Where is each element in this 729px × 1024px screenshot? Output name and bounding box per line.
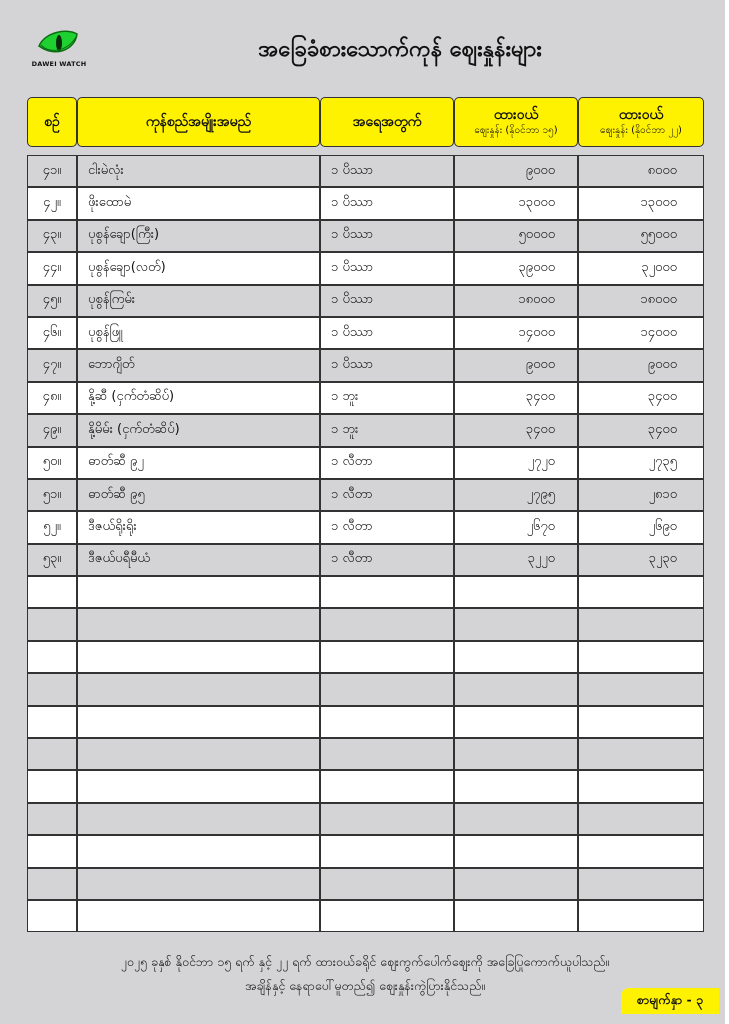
row-price-nov15: [454, 803, 578, 835]
row-price-nov22: [578, 673, 704, 705]
row-item: ဖိုးထောမဲ: [77, 187, 320, 219]
row-no: ၄၈။: [27, 382, 77, 414]
table-row: [27, 673, 704, 705]
footer-line-2: အချိန်နှင့် နေရာပေါ်မူတည်၍ ဈေးနှုန်းကွဲပြားနိုင်သည်။: [244, 978, 486, 993]
header-price-nov22-main: ထားဝယ်: [618, 107, 664, 123]
row-no: ၄၉။: [27, 414, 77, 446]
table-row: [27, 608, 704, 640]
row-price-nov15: ၅၀၀၀၀: [454, 220, 578, 252]
dawei-watch-logo: [30, 28, 88, 72]
table-row: [27, 187, 704, 219]
table-row: [27, 252, 704, 284]
row-item: ဓာတ်ဆီ ၉၅: [77, 479, 320, 511]
row-item: ဓာတ်ဆီ ၉၂: [77, 447, 320, 479]
row-price-nov22: [578, 608, 704, 640]
table-row: [27, 447, 704, 479]
row-price-nov15: [454, 641, 578, 673]
row-price-nov15: ၂၆၇၀: [454, 511, 578, 543]
row-no: [27, 868, 77, 900]
row-no: ၄၃။: [27, 220, 77, 252]
header-price-nov15-main: ထားဝယ်: [493, 107, 539, 123]
row-no: ၄၄။: [27, 252, 77, 284]
row-item: ငါးမဲလုံး: [77, 155, 320, 187]
row-price-nov15: [454, 608, 578, 640]
row-unit: [320, 706, 454, 738]
row-no: ၄၁။: [27, 155, 77, 187]
table-row: [27, 285, 704, 317]
row-no: ၅၃။: [27, 544, 77, 576]
row-unit: ၁ လီတာ: [320, 511, 454, 543]
header-price-nov15: [454, 97, 578, 147]
row-item: [77, 803, 320, 835]
row-price-nov15: [454, 835, 578, 867]
row-item: ဒီဇယ်ပရီမီယံ: [77, 544, 320, 576]
footer-note: [60, 950, 670, 998]
row-no: ၄၇။: [27, 349, 77, 381]
row-unit: [320, 576, 454, 608]
row-price-nov15: ၃၄၀၀: [454, 382, 578, 414]
row-price-nov15: [454, 900, 578, 932]
row-unit: [320, 868, 454, 900]
row-unit: ၁ လီတာ: [320, 447, 454, 479]
row-price-nov22: ၃၂၃၀: [578, 544, 704, 576]
row-unit: ၁ ပိဿာ: [320, 220, 454, 252]
table-row: [27, 803, 704, 835]
table-row: [27, 382, 704, 414]
row-price-nov22: ၂၆၉၀: [578, 511, 704, 543]
row-item: [77, 868, 320, 900]
row-price-nov15: ၁၃၀၀၀: [454, 187, 578, 219]
row-price-nov22: [578, 803, 704, 835]
table-header: [27, 97, 704, 147]
row-item: [77, 738, 320, 770]
row-unit: ၁ ပိဿာ: [320, 252, 454, 284]
row-price-nov22: ၁၄၀၀၀: [578, 317, 704, 349]
row-price-nov15: ၃၂၂၀: [454, 544, 578, 576]
row-unit: [320, 835, 454, 867]
table-row: [27, 349, 704, 381]
row-price-nov22: ၃၄၀၀: [578, 414, 704, 446]
row-price-nov22: ၂၇၃၅: [578, 447, 704, 479]
table-row: [27, 317, 704, 349]
row-item: [77, 673, 320, 705]
row-price-nov15: [454, 706, 578, 738]
row-price-nov15: [454, 770, 578, 802]
table-row: [27, 544, 704, 576]
table-row: [27, 900, 704, 932]
row-no: ၅၂။: [27, 511, 77, 543]
row-item: [77, 706, 320, 738]
row-unit: [320, 770, 454, 802]
row-price-nov15: ၁၈၀၀၀: [454, 285, 578, 317]
green-eye-icon: [37, 28, 79, 58]
row-price-nov22: ၉၀၀၀: [578, 349, 704, 381]
row-price-nov22: [578, 641, 704, 673]
row-price-nov15: ၉၀၀၀: [454, 155, 578, 187]
row-no: ၅၀။: [27, 447, 77, 479]
row-price-nov15: [454, 738, 578, 770]
row-unit: ၁ ဘူး: [320, 414, 454, 446]
row-no: [27, 641, 77, 673]
row-price-nov15: ၃၄၀၀: [454, 414, 578, 446]
row-price-nov15: [454, 868, 578, 900]
table-row: [27, 414, 704, 446]
row-unit: ၁ ပိဿာ: [320, 187, 454, 219]
row-price-nov22: ၃၄၀၀: [578, 382, 704, 414]
row-no: [27, 835, 77, 867]
table-body: [27, 155, 704, 932]
row-item: နို့ဆီ (ငှက်တံဆိပ်): [77, 382, 320, 414]
header-item: ကုန်စည်အမျိုးအမည်: [77, 97, 320, 147]
row-unit: ၁ ပိဿာ: [320, 317, 454, 349]
row-price-nov15: ၁၄၀၀၀: [454, 317, 578, 349]
row-price-nov22: [578, 900, 704, 932]
table-row: [27, 835, 704, 867]
row-item: [77, 641, 320, 673]
table-row: [27, 770, 704, 802]
row-unit: ၁ ပိဿာ: [320, 285, 454, 317]
row-price-nov22: ၈၀၀၀: [578, 155, 704, 187]
row-unit: [320, 738, 454, 770]
row-unit: ၁ လီတာ: [320, 479, 454, 511]
row-no: [27, 608, 77, 640]
row-unit: ၁ ပိဿာ: [320, 155, 454, 187]
row-item: [77, 770, 320, 802]
row-item: ဒီဇယ်ရိုးရိုး: [77, 511, 320, 543]
header-unit: အရေအတွက်: [320, 97, 454, 147]
row-price-nov22: [578, 770, 704, 802]
row-unit: [320, 608, 454, 640]
header-price-nov22-sub: ဈေးနှုန်း (နိုဝင်ဘာ ၂၂): [600, 124, 682, 136]
row-item: [77, 835, 320, 867]
row-item: [77, 608, 320, 640]
row-item: [77, 576, 320, 608]
row-price-nov22: ၁၈၀၀၀: [578, 285, 704, 317]
row-unit: [320, 803, 454, 835]
table-row: [27, 576, 704, 608]
row-price-nov15: ၂၇၂၀: [454, 447, 578, 479]
table-row: [27, 155, 704, 187]
row-no: ၄၅။: [27, 285, 77, 317]
row-price-nov22: ၃၂၀၀၀: [578, 252, 704, 284]
row-item: ပုစွန်ကြမ်း: [77, 285, 320, 317]
row-price-nov22: [578, 868, 704, 900]
row-unit: ၁ ပိဿာ: [320, 349, 454, 381]
row-item: ပုစွန်ချော(လတ်): [77, 252, 320, 284]
row-price-nov22: ၂၈၁၀: [578, 479, 704, 511]
table-row: [27, 868, 704, 900]
row-item: နို့မိမ်း (ငှက်တံဆိပ်): [77, 414, 320, 446]
row-no: [27, 673, 77, 705]
row-price-nov15: ၂၇၉၅: [454, 479, 578, 511]
row-unit: ၁ ဘူး: [320, 382, 454, 414]
row-price-nov22: [578, 576, 704, 608]
row-price-nov22: [578, 835, 704, 867]
row-item: ပုစွန်ဖြူ: [77, 317, 320, 349]
row-no: [27, 770, 77, 802]
row-unit: ၁ လီတာ: [320, 544, 454, 576]
table-row: [27, 738, 704, 770]
row-no: ၅၁။: [27, 479, 77, 511]
table-row: [27, 479, 704, 511]
row-unit: [320, 673, 454, 705]
row-item: ပုစွန်ချော(ကြီး): [77, 220, 320, 252]
page-number-badge: စာမျက်နှာ - ၃: [621, 988, 719, 1014]
row-price-nov15: ၉၀၀၀: [454, 349, 578, 381]
row-unit: [320, 900, 454, 932]
row-price-nov15: [454, 673, 578, 705]
header-no: စဉ်: [27, 97, 77, 147]
table-row: [27, 511, 704, 543]
row-price-nov15: [454, 576, 578, 608]
row-no: ၄၆။: [27, 317, 77, 349]
row-no: ၄၂။: [27, 187, 77, 219]
table-row: [27, 641, 704, 673]
row-no: [27, 576, 77, 608]
row-price-nov22: ၁၃၀၀၀: [578, 187, 704, 219]
price-table: [27, 97, 704, 932]
row-price-nov15: ၃၉၀၀၀: [454, 252, 578, 284]
row-item: ဘောဂျိတ်: [77, 349, 320, 381]
table-row: [27, 706, 704, 738]
header-price-nov22: [578, 97, 704, 147]
row-item: [77, 900, 320, 932]
header-price-nov15-sub: ဈေးနှုန်း (နိုဝင်ဘာ ၁၅): [474, 124, 558, 136]
row-price-nov22: ၅၅၀၀၀: [578, 220, 704, 252]
footer-line-1: ၂၀၂၅ ခုနှစ် နိုဝင်ဘာ ၁၅ ရက် နှင့် ၂၂ ရက် ထားဝယ်ခရိုင် ဈေးကွက်ပေါက်ဈေးကို အခြေပြုကောက်ယူပါသည်။: [120, 954, 610, 969]
table-row: [27, 220, 704, 252]
row-unit: [320, 641, 454, 673]
row-no: [27, 803, 77, 835]
row-price-nov22: [578, 738, 704, 770]
page-title: အခြေခံစားသောက်ကုန် ဈေးနှုန်းများ: [258, 37, 542, 62]
row-no: [27, 706, 77, 738]
row-price-nov22: [578, 706, 704, 738]
row-no: [27, 738, 77, 770]
row-no: [27, 900, 77, 932]
brand-name: DAWEI WATCH: [31, 60, 87, 68]
